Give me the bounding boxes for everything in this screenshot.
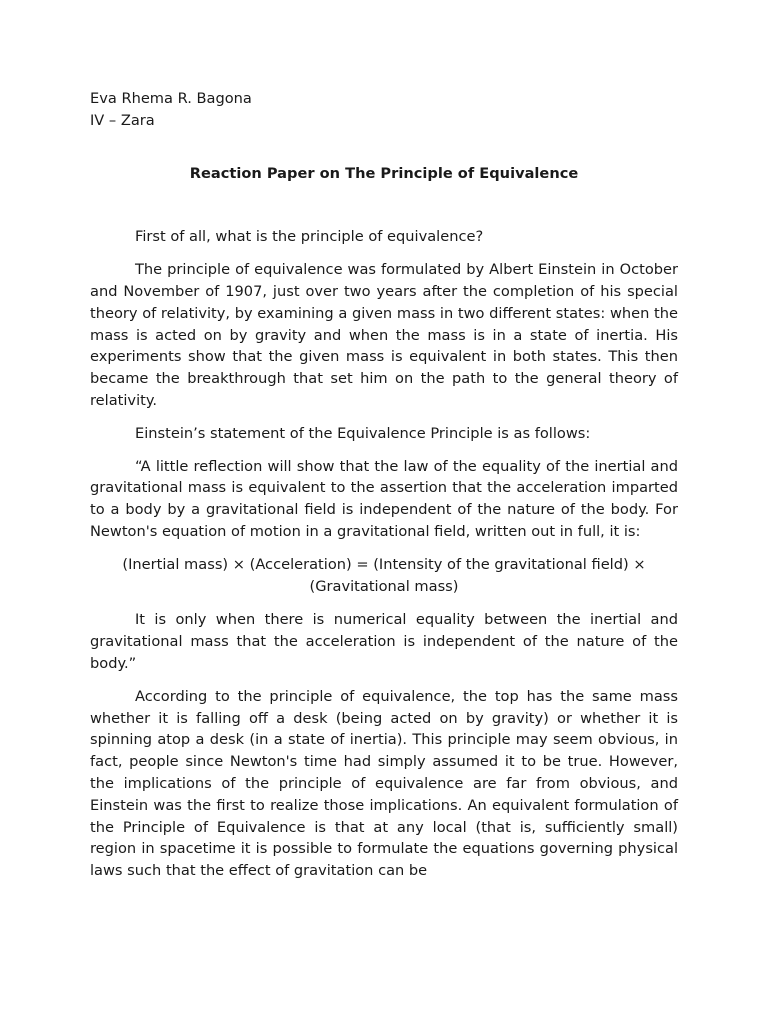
paragraph-formulation: The principle of equivalence was formulated by Albert Einstein in October and November of 1907, just over two years after the completion of his special theory of relativity, by examining a given mass in two different states: when the mass is acted on by gravity and when the mass is in a state of inertia. His experiments show that the given mass is equivalent in both states. This then became the breakthrough that set him on the path to the general theory of relativity. [90,261,678,409]
document-title: Reaction Paper on The Principle of Equivalence [189,164,579,182]
equation-line-2: (Gravitational mass) [309,577,459,595]
paragraph-reaction: According to the principle of equivalence, the top has the same mass whether it is falling off a desk (being acted on by gravity) or whether it is spinning atop a desk (in a state of inertia). This principle may seem obvious, in fact, people since Newton's time had simply assumed it to be true. However, the implications of the principle of equivalence are far from obvious, and Einstein was the first to realize those implications. An equivalent formulation of the Principle of Equivalence is that at any local (that is, sufficiently small) region in spacetime it is possible to formulate the equations governing physical laws such that the effect of gravitation can be [90,687,678,880]
paragraph-quote-end: It is only when there is numerical equality between the inertial and gravitational mass that the acceleration is independent of the nature of the body.” [90,611,678,672]
document-body [90,226,678,882]
newton-equation [90,554,678,598]
paragraph-question: First of all, what is the principle of equivalence? [135,228,484,246]
document-content [90,88,678,893]
class-section: IV – Zara [90,111,155,129]
equation-line-1: (Inertial mass) × (Acceleration) = (Intensity of the gravitational field) × [122,555,646,573]
author-name: Eva Rhema R. Bagona [90,90,252,107]
paragraph-quote-start: “A little reflection will show that the law of the equality of the inertial and gravitational mass is equivalent to the assertion that the acceleration imparted to a body by a gravitational field is independent of the nature of the body. For Newton's equation of motion in a gravitational field, written out in full, it is: [90,457,678,540]
paragraph-statement-intro: Einstein’s statement of the Equivalence Principle is as follows: [135,424,591,442]
